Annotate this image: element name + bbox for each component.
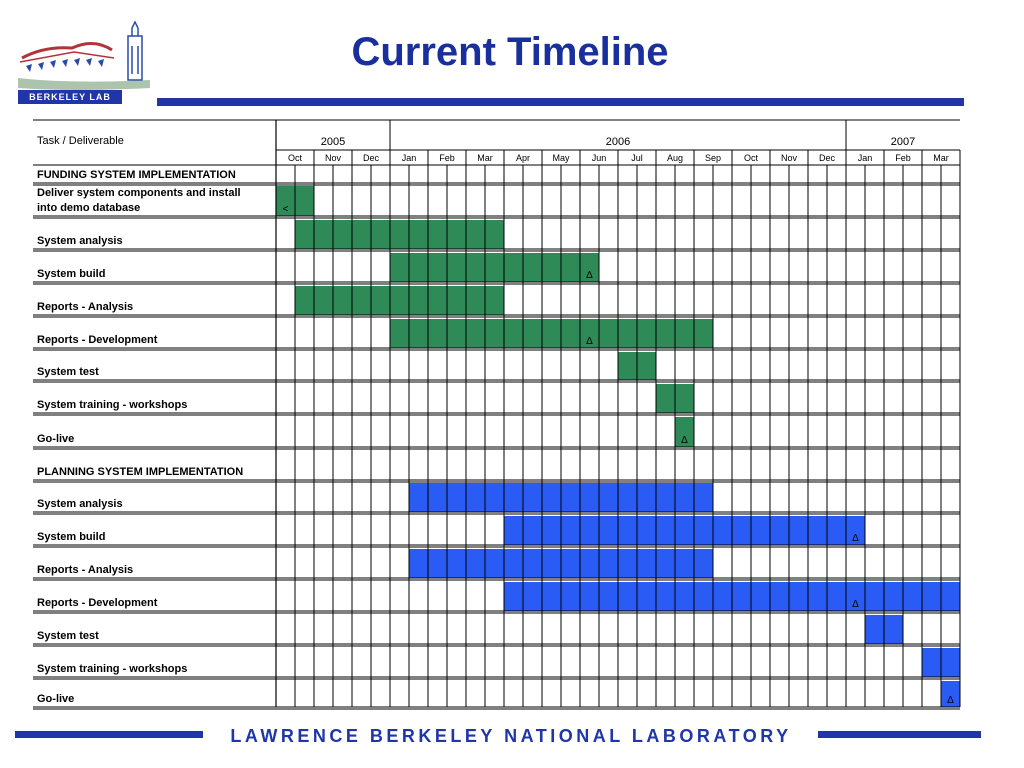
task-label-line2: into demo database bbox=[37, 202, 141, 214]
month-label: Nov bbox=[324, 153, 342, 163]
year-label: 2005 bbox=[320, 136, 346, 148]
month-label: Oct bbox=[287, 153, 303, 163]
funding-bar bbox=[295, 220, 504, 249]
task-label: System build bbox=[37, 531, 106, 543]
planning-bar bbox=[504, 516, 865, 545]
month-label: Aug bbox=[666, 153, 684, 163]
month-label: Sep bbox=[704, 153, 722, 163]
task-label: Go-live bbox=[37, 693, 75, 705]
month-label: Dec bbox=[818, 153, 836, 163]
section-label: FUNDING SYSTEM IMPLEMENTATION bbox=[37, 169, 236, 181]
milestone-marker: < bbox=[282, 204, 289, 215]
funding-bar bbox=[390, 319, 713, 348]
task-label: Reports - Development bbox=[37, 334, 158, 346]
milestone-marker: Δ bbox=[852, 533, 859, 544]
task-label: Reports - Analysis bbox=[37, 301, 134, 313]
month-label: Oct bbox=[743, 153, 759, 163]
milestone-marker: Δ bbox=[947, 695, 954, 706]
logo-text: BERKELEY LAB bbox=[29, 92, 111, 102]
month-label: Apr bbox=[515, 153, 531, 163]
month-label: May bbox=[552, 153, 570, 163]
milestone-marker: Δ bbox=[586, 270, 593, 281]
month-label: Mar bbox=[477, 153, 493, 163]
month-label: Nov bbox=[780, 153, 798, 163]
task-label: System training - workshops bbox=[37, 663, 188, 675]
month-label: Feb bbox=[439, 153, 455, 163]
task-label: System build bbox=[37, 268, 106, 280]
task-label: System training - workshops bbox=[37, 399, 188, 411]
year-label: 2006 bbox=[605, 136, 631, 148]
month-label: Dec bbox=[362, 153, 380, 163]
footer-lab-name: LAWRENCE BERKELEY NATIONAL LABORATORY bbox=[230, 726, 792, 746]
milestone-marker: Δ bbox=[681, 435, 688, 446]
page-title: Current Timeline bbox=[351, 30, 669, 74]
task-label: System test bbox=[37, 366, 99, 378]
task-label: System test bbox=[37, 630, 99, 642]
month-label: Jan bbox=[857, 153, 873, 163]
month-label: Feb bbox=[895, 153, 911, 163]
task-label: System analysis bbox=[37, 498, 123, 510]
header-task-label: Task / Deliverable bbox=[37, 135, 124, 147]
milestone-marker: Δ bbox=[852, 599, 859, 610]
month-label: Mar bbox=[933, 153, 949, 163]
year-label: 2007 bbox=[890, 136, 916, 148]
month-label: Jan bbox=[401, 153, 417, 163]
milestone-marker: Δ bbox=[586, 336, 593, 347]
section-label: PLANNING SYSTEM IMPLEMENTATION bbox=[37, 466, 244, 478]
task-label: Reports - Analysis bbox=[37, 564, 134, 576]
task-label: Go-live bbox=[37, 433, 75, 445]
task-label: Reports - Development bbox=[37, 597, 158, 609]
footer-rule-right bbox=[818, 731, 981, 738]
task-label: Deliver system components and install bbox=[37, 187, 241, 199]
funding-bar bbox=[295, 286, 504, 315]
task-label: System analysis bbox=[37, 235, 123, 247]
month-label: Jun bbox=[591, 153, 607, 163]
month-label: Jul bbox=[631, 153, 643, 163]
funding-bar bbox=[390, 253, 599, 282]
footer-rule-left bbox=[15, 731, 203, 738]
